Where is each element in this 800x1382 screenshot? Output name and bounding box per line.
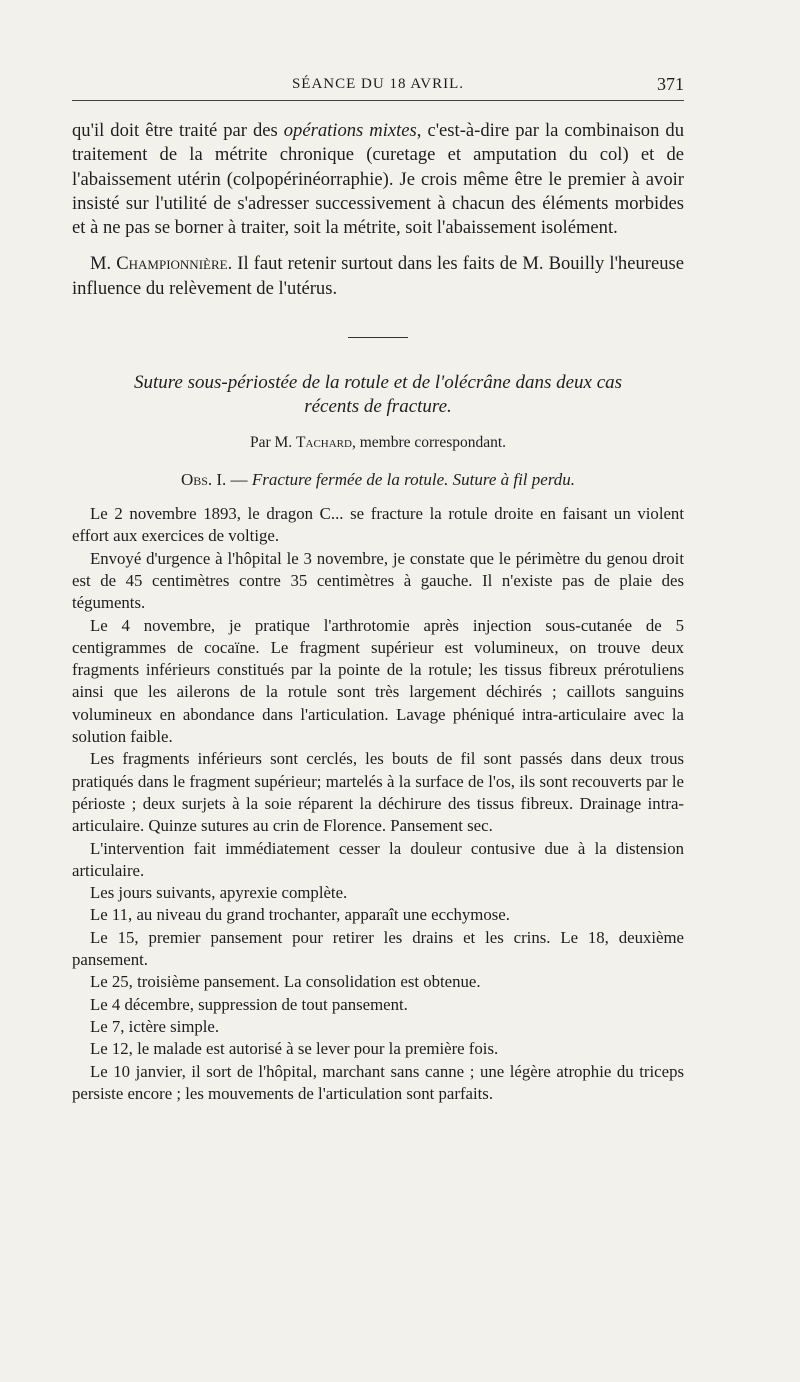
continuation-paragraph <box>72 119 684 240</box>
body-paragraph: Le 10 janvier, il sort de l'hôpital, marchant sans canne ; une légère atrophie du triceps persiste encore ; les mouvements de l'articulation sont parfaits. <box>72 1061 684 1103</box>
observation-body <box>72 503 684 1105</box>
continuation-text-start: qu'il doit être traité par des <box>72 120 284 141</box>
body-paragraph: Le 25, troisième pansement. La consolidation est obtenue. <box>90 972 481 992</box>
body-paragraph: Les fragments inférieurs sont cerclés, les bouts de fil sont passés dans deux trous pratiqués dans le fragment supérieur; martelés à la surface de l'os, ils sont recouverts par le périoste ; deux surjets à la soie réparent la déchirure des tissus fibreux. Drainage intra-articulaire. Quinze sutures au crin de Florence. Pansement sec. <box>72 749 684 836</box>
section-divider <box>348 337 408 338</box>
body-paragraph: L'intervention fait immédiatement cesser la douleur contusive due à la distension articulaire. <box>72 838 684 880</box>
body-paragraph: Le 15, premier pansement pour retirer les drains et les crins. Le 18, deuxième pansement. <box>72 927 684 970</box>
remark-text: Il faut retenir surtout dans les faits de M. Bouilly l'heureuse influence du relèvement de l'utérus. <box>72 253 684 299</box>
observation-title: Fracture fermée de la rotule. Suture à fil perdu. <box>251 470 576 490</box>
body-paragraph: Les jours suivants, apyrexie complète. <box>90 883 348 903</box>
observation-heading <box>72 469 684 491</box>
article-title-line-2: récents de fracture. <box>304 396 452 418</box>
observation-label: Obs. I. — <box>180 470 252 490</box>
page-number: 371 <box>657 74 684 94</box>
body-paragraph: Envoyé d'urgence à l'hôpital le 3 novembre, je constate que le périmètre du genou droit est de 45 centimètres contre 35 centimètres à gauche. Il n'existe pas de plaie des téguments. <box>72 548 684 613</box>
byline-prefix: Par M. <box>249 434 297 452</box>
page <box>72 70 684 1105</box>
body-paragraph: Le 4 novembre, je pratique l'arthrotomie après injection sous-cutanée de 5 centigrammes de cocaïne. Le fragment supérieur est volumineux, on trouve deux fragments inférieurs constitués par la pointe de la rotule; les tissus fibreux prérotuliens ainsi que les ailerons de la rotule sont très largement déchirés ; caillots sanguins volumineux en abondance dans l'articulation. Lavage phéniqué intra-articulaire avec la solution faible. <box>72 615 684 747</box>
byline-suffix: , membre correspondant. <box>351 434 507 452</box>
continuation-text-rest: , c'est-à-dire par la combinaison du traitement de la métrite chronique (curetage et amputation du col) et de l'abaissement utérin (colpopérinéorraphie). Je crois même être le premier à avoir insisté sur l'utilité de s'adresser successivement à chacun des éléments morbides et à ne pas se borner à traiter, soit la métrite, soit l'abaissement isolément. <box>72 120 684 239</box>
remark-prefix: M. <box>90 253 117 275</box>
speaker-name: Championnière. <box>116 253 233 275</box>
body-paragraph: Le 4 décembre, suppression de tout pansement. <box>90 994 408 1014</box>
body-paragraph: Le 2 novembre 1893, le dragon C... se fracture la rotule droite en faisant un violent effort aux exercices de voltige. <box>72 504 684 546</box>
running-title: SÉANCE DU 18 AVRIL. <box>291 76 465 92</box>
author-name: Tachard <box>296 434 352 452</box>
body-paragraph: Le 7, ictère simple. <box>90 1016 220 1036</box>
article-title-line-1: Suture sous-périostée de la rotule et de l'olécrâne dans deux cas <box>133 372 623 394</box>
body-paragraph: Le 12, le malade est autorisé à se lever pour la première fois. <box>90 1039 499 1059</box>
running-header <box>72 70 684 101</box>
byline <box>72 433 684 453</box>
article-title <box>72 371 684 419</box>
remark-paragraph <box>72 252 684 301</box>
emphasis-operations-mixtes: opérations mixtes <box>283 120 417 141</box>
body-paragraph: Le 11, au niveau du grand trochanter, apparaît une ecchymose. <box>90 905 510 925</box>
